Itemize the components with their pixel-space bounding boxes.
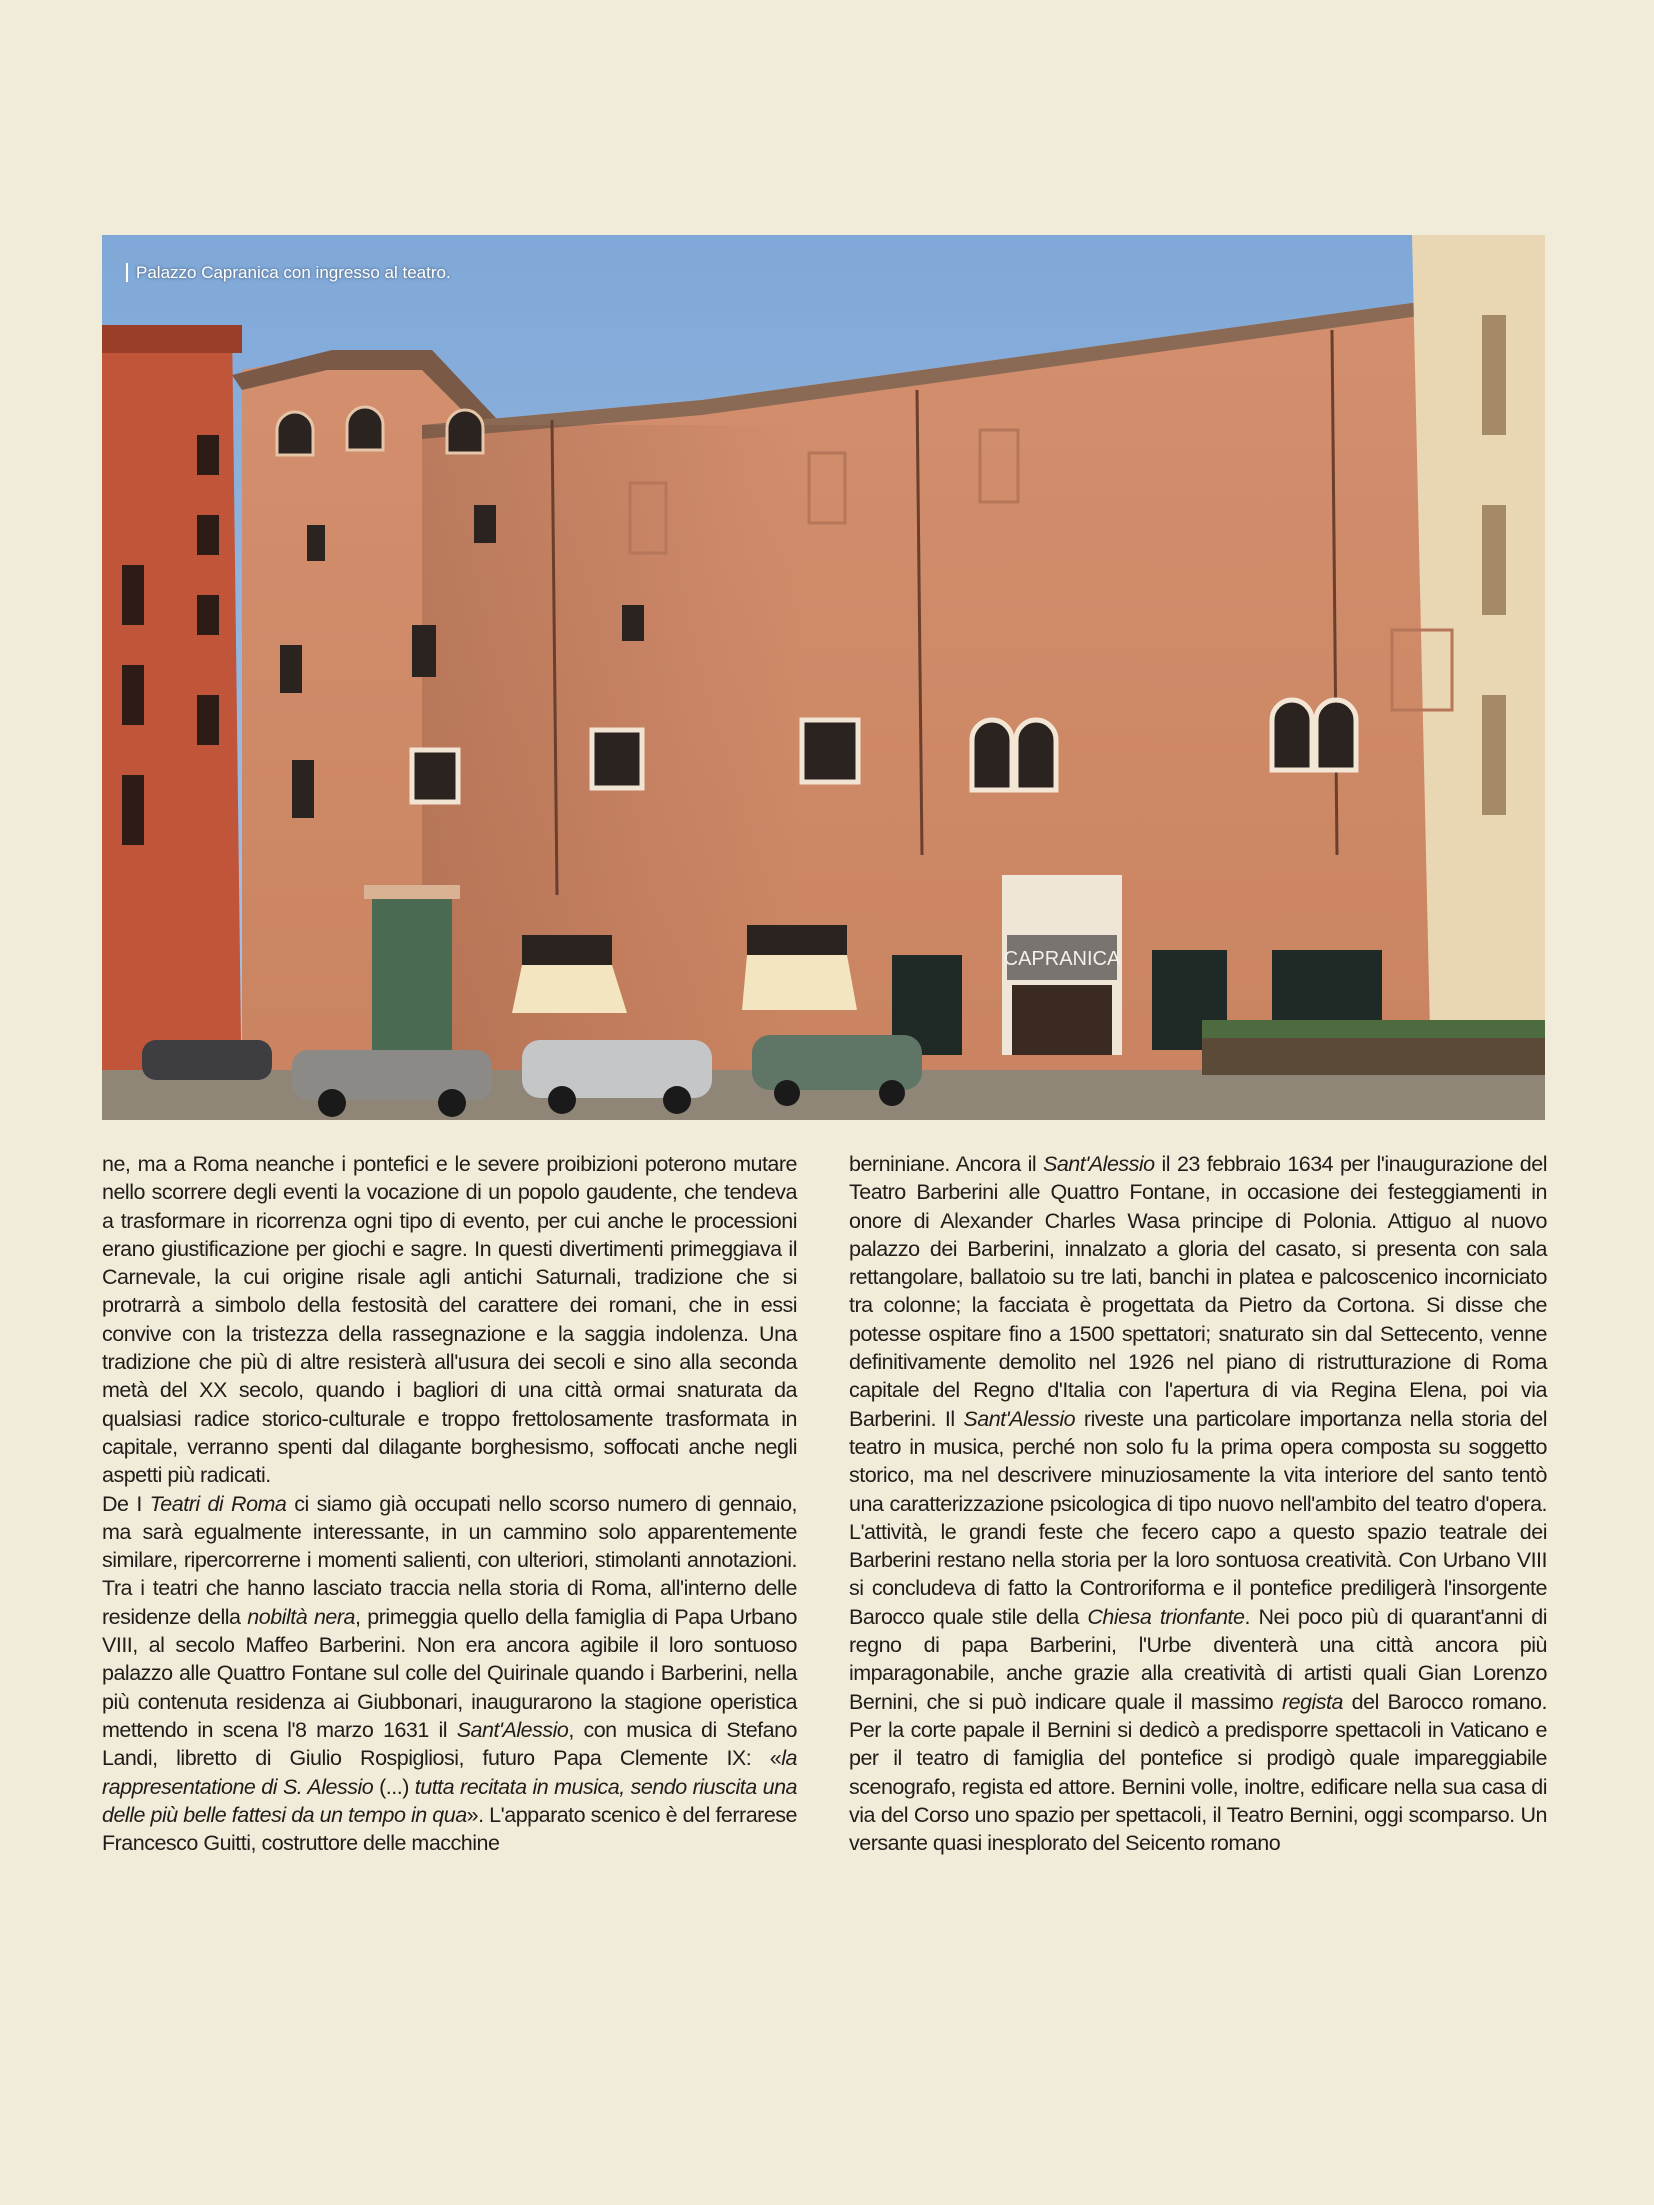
italic-run: Sant'Alessio — [963, 1406, 1076, 1431]
italic-run: Sant'Alessio — [1043, 1152, 1155, 1176]
italic-run: nobiltà nera — [247, 1604, 356, 1629]
text-run: . Nei poco più di quarant'anni di regno di papa Barberini, l'Urbe diventerà una città ancora più imparagonabile, anche grazie alla creatività di artisti quali Gian Lorenzo Bernini, che si può indicare quale il massimo — [849, 1604, 1547, 1714]
text-column-right — [849, 1150, 1547, 2150]
theatre-sign: CAPRANICA — [1003, 948, 1121, 970]
photo-palazzo-capranica — [102, 235, 1545, 1120]
italic-run: regista — [1281, 1689, 1343, 1714]
paragraph-3 — [849, 1150, 1547, 1857]
text-run: , con musica di Stefano Landi, libretto di Giulio Rospigliosi, futuro Papa Clemente IX: « — [102, 1717, 797, 1771]
text-run: del Barocco romano. Per la corte papale il Bernini si dedicò a predisporre spettacoli in Vaticano e per il teatro di famiglia del pontefice si prodigò quale impareggiabile scenografo, regista ed attore. Bernini volle, inoltre, edificare nella sua casa di via del Corso uno spazio per spettacoli, il Teatro Bernini, oggi scomparso. Un versante quasi inesplorato del Seicento romano — [849, 1689, 1547, 1856]
photo-illustration — [102, 235, 1545, 1120]
text-run: (...) — [373, 1774, 415, 1799]
italic-run: Chiesa trionfante — [1087, 1604, 1245, 1629]
italic-run: tutta recitata in musica, sendo riuscita una delle più belle fattesi da un tempo in qua — [102, 1774, 798, 1827]
text-run: berniniane. Ancora il — [849, 1152, 1043, 1176]
italic-run: la rappresentatione di S. Alessio — [102, 1746, 797, 1799]
photo-caption: Palazzo Capranica con ingresso al teatro. — [126, 263, 476, 282]
text-run: ci siamo già occupati nello scorso numero di gennaio, ma sarà egualmente interessante, in un cammino solo apparentemente similare, ripercorrerne i momenti salienti, con ulteriori, stimolanti annotazioni. Tra i teatri che hanno lasciato traccia nella storia di Roma, all'interno delle residenze della — [102, 1491, 797, 1629]
paragraph-1: ne, ma a Roma neanche i pontefici e le severe proibizioni poterono mutare nello scorrere degli eventi la vocazione di un popolo gaudente, che tendeva a trasformare in ricorrenza ogni tipo di evento, per cui anche le processioni erano giustificazione per giochi e sagre. In questi divertimenti primeggiava il Carnevale, la cui origine risale agli antichi Saturnali, tradizione che si protrarrà a simbolo della festosità del carattere dei romani, che in essi convive con la tristezza della rassegnazione e la saggia indolenza. Una tradizione che più di altre resisterà all'usura dei secoli e sino alla seconda metà del XX secolo, quando i bagliori di una città ormai snaturata da qualsiasi radice storico-culturale e troppo frettolosamente trasformata in capitale, verranno spenti dal dilagante borghesismo, soffocati anche negli aspetti più radicati. — [102, 1152, 797, 1488]
paragraph-2 — [102, 1490, 797, 1858]
text-run: De I — [102, 1491, 150, 1516]
italic-run: Teatri di Roma — [149, 1491, 287, 1516]
text-run: , primeggia quello della famiglia di Papa Urbano VIII, al secolo Maffeo Barberini. Non era ancora agibile il loro sontuoso palazzo alle Quattro Fontane sul colle del Quirinale quando i Barberini, nella più contenuta residenza ai Giubbonari, inaugurarono la stagione operistica mettendo in scena l'8 marzo 1631 il — [102, 1604, 797, 1742]
text-run: il 23 febbraio 1634 per l'inaugurazione del Teatro Barberini alle Quattro Fontane, in occasione dei festeggiamenti in onore di Alexander Charles Wasa principe di Polonia. Attiguo al nuovo palazzo dei Barberini, innalzato a gloria del casato, si presenta con sala rettangolare, ballatoio su tre lati, banchi in platea e palcoscenico incorniciato tra colonne; la facciata è progettata da Pietro da Cortona. Si disse che potesse ospitare fino a 1500 spettatori; snaturato sin dal Settecento, venne definitivamente demolito nel 1926 nel piano di ristrutturazione di Roma capitale del Regno d'Italia con l'apertura di via Regina Elena, poi via Barberini. Il — [849, 1152, 1547, 1431]
italic-run: Sant'Alessio — [456, 1717, 569, 1742]
text-column-left — [102, 1150, 797, 2150]
text-run: ». L'apparato scenico è del ferrarese Francesco Guitti, costruttore delle macchine — [102, 1802, 797, 1856]
text-run: riveste una particolare importanza nella storia del teatro in musica, perché non solo fu la prima opera composta su soggetto storico, ma nel descrivere minuziosamente la vita interiore del santo tentò una caratterizzazione psicologica di tipo nuovo nell'ambito del teatro d'opera. L'attività, le grandi feste che fecero capo a questo spazio teatrale dei Barberini restano nella storia per la loro sontuosa creatività. Con Urbano VIII si concludeva di fatto la Controriforma e il pontefice prediligerà l'insorgente Barocco quale stile della — [849, 1406, 1547, 1629]
